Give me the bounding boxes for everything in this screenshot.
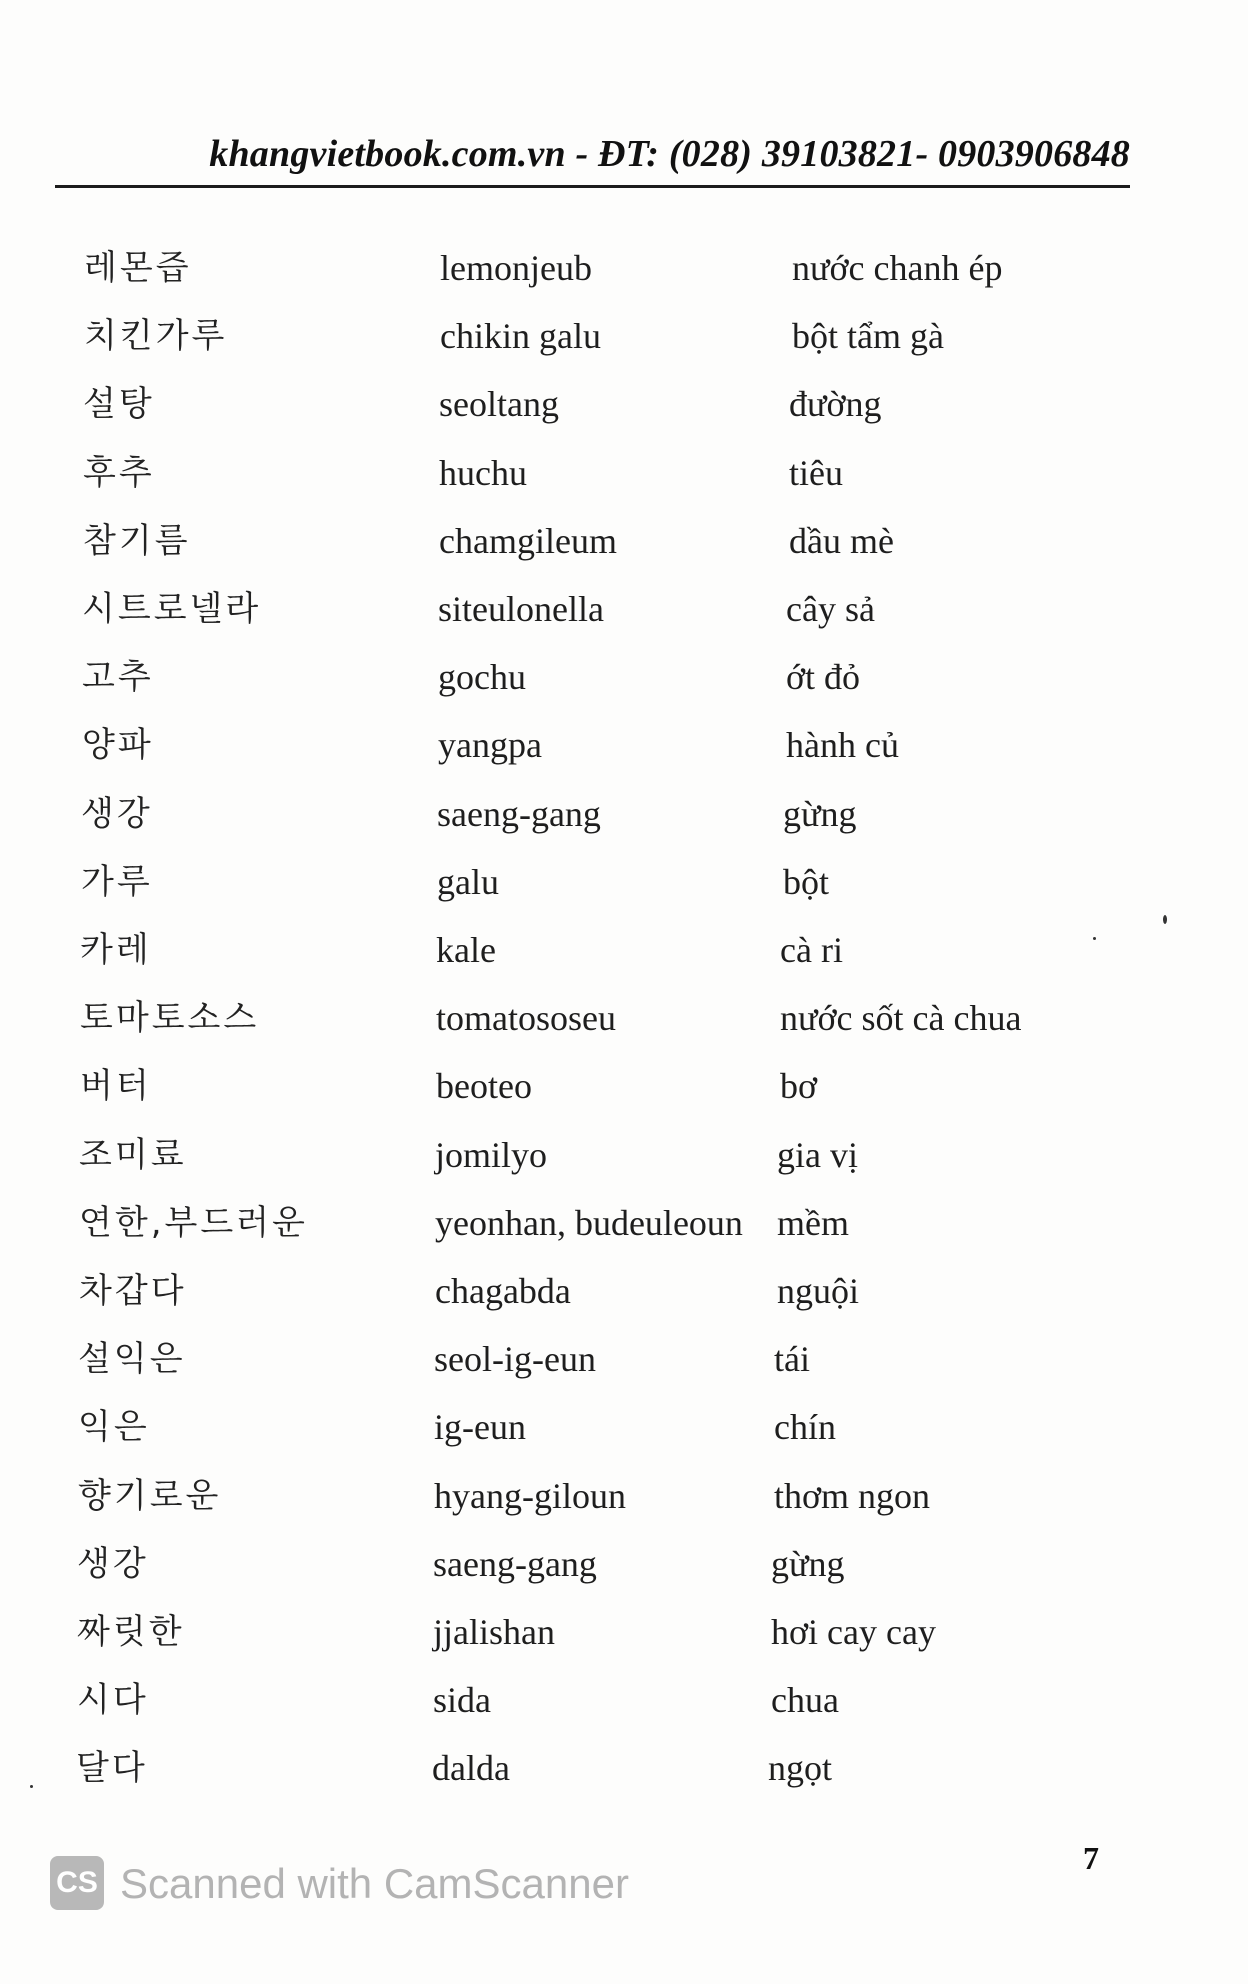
- vietnamese-meaning: gừng: [783, 793, 857, 834]
- korean-term: 버터: [80, 1066, 152, 1107]
- vocabulary-row: [0, 988, 1248, 1048]
- vietnamese-meaning: bột: [783, 861, 830, 902]
- romanization: dalda: [432, 1748, 510, 1789]
- korean-term: 향기로운: [78, 1475, 222, 1516]
- scan-speck: [1163, 915, 1167, 924]
- vocabulary-row: [0, 1602, 1248, 1662]
- vocabulary-row: [0, 1125, 1248, 1185]
- romanization: hyang-giloun: [434, 1475, 626, 1516]
- romanization: huchu: [439, 452, 527, 493]
- vocabulary-row: [0, 784, 1248, 844]
- korean-term: 후추: [83, 452, 155, 493]
- vocabulary-row: [0, 1193, 1248, 1253]
- vocabulary-row: [0, 579, 1248, 639]
- korean-term: 익은: [78, 1407, 150, 1448]
- vocabulary-row: [0, 511, 1248, 571]
- korean-term: 고추: [82, 657, 154, 698]
- romanization: jjalishan: [433, 1612, 555, 1652]
- vietnamese-meaning: hành củ: [786, 725, 899, 766]
- korean-term: 짜릿한: [77, 1612, 185, 1652]
- vocabulary-row: [0, 1534, 1248, 1594]
- vietnamese-meaning: tiêu: [789, 452, 843, 493]
- romanization: seol-ig-eun: [434, 1339, 596, 1380]
- romanization: siteulonella: [438, 589, 604, 629]
- vocabulary-row: [0, 1261, 1248, 1321]
- vocabulary-row: [0, 1397, 1248, 1457]
- vietnamese-meaning: gừng: [771, 1543, 845, 1584]
- vocabulary-row: [0, 1329, 1248, 1389]
- korean-term: 연한,부드러운: [79, 1202, 308, 1243]
- vocabulary-row: [0, 306, 1248, 366]
- romanization: saeng-gang: [437, 793, 601, 834]
- vietnamese-meaning: ngọt: [768, 1748, 833, 1789]
- romanization: yangpa: [438, 725, 542, 766]
- korean-term: 카레: [80, 930, 152, 970]
- korean-term: 시다: [77, 1680, 149, 1721]
- korean-term: 설탕: [83, 384, 155, 425]
- korean-term: 시트로넬라: [82, 589, 262, 629]
- romanization: chikin galu: [440, 316, 601, 357]
- vietnamese-meaning: nước chanh ép: [792, 248, 1003, 288]
- romanization: galu: [437, 861, 499, 902]
- korean-term: 토마토소스: [80, 998, 260, 1039]
- header-contact-text: khangvietbook.com.vn - ĐT: (028) 39103821- 0903906848: [209, 133, 1130, 175]
- romanization: jomilyo: [435, 1134, 548, 1175]
- header-rule: [55, 185, 1130, 188]
- romanization: seoltang: [439, 384, 559, 425]
- korean-term: 달다: [76, 1748, 148, 1789]
- vietnamese-meaning: cà ri: [780, 930, 843, 970]
- vocabulary-row: [0, 647, 1248, 707]
- camscanner-logo-icon: CS: [50, 1856, 104, 1910]
- vietnamese-meaning: đường: [789, 384, 882, 425]
- romanization: ig-eun: [434, 1407, 526, 1448]
- vocabulary-row: [0, 920, 1248, 980]
- korean-term: 양파: [82, 725, 154, 766]
- vietnamese-meaning: cây sả: [786, 589, 875, 629]
- vocabulary-row: [0, 715, 1248, 775]
- romanization: saeng-gang: [433, 1543, 597, 1584]
- romanization: tomatososeu: [436, 998, 616, 1039]
- page-header: [55, 132, 1130, 192]
- korean-term: 설익은: [78, 1339, 186, 1380]
- vocabulary-row: [0, 443, 1248, 503]
- korean-term: 치킨가루: [84, 316, 228, 357]
- vocabulary-row: [0, 852, 1248, 912]
- romanization: kale: [436, 930, 496, 970]
- vietnamese-meaning: nước sốt cà chua: [780, 998, 1022, 1039]
- romanization: lemonjeub: [440, 248, 592, 288]
- vocabulary-row: [0, 1466, 1248, 1526]
- vietnamese-meaning: hơi cay cay: [771, 1612, 936, 1652]
- vocabulary-row: [0, 238, 1248, 298]
- vocabulary-row: [0, 1738, 1248, 1798]
- korean-term: 차갑다: [79, 1271, 187, 1311]
- korean-term: 가루: [81, 861, 153, 902]
- vietnamese-meaning: dầu mè: [789, 520, 894, 561]
- vietnamese-meaning: chín: [774, 1407, 836, 1448]
- watermark-text: Scanned with CamScanner: [120, 1860, 629, 1907]
- romanization: chagabda: [435, 1271, 571, 1311]
- korean-term: 참기름: [83, 520, 191, 561]
- romanization: yeonhan, budeuleoun: [435, 1202, 743, 1243]
- vietnamese-meaning: mềm: [777, 1202, 849, 1243]
- vietnamese-meaning: bơ: [780, 1066, 818, 1107]
- romanization: gochu: [438, 657, 526, 698]
- page-number: 7: [1083, 1840, 1099, 1876]
- vietnamese-meaning: nguội: [777, 1271, 860, 1311]
- vietnamese-meaning: chua: [771, 1680, 839, 1721]
- vocabulary-row: [0, 374, 1248, 434]
- vocabulary-row: [0, 1670, 1248, 1730]
- korean-term: 생강: [77, 1543, 149, 1584]
- scan-speck: [1093, 937, 1096, 940]
- scan-speck: [30, 1785, 33, 1788]
- vietnamese-meaning: gia vị: [777, 1134, 858, 1175]
- vietnamese-meaning: thơm ngon: [774, 1475, 931, 1516]
- vietnamese-meaning: tái: [774, 1339, 810, 1380]
- korean-term: 레몬즙: [84, 248, 192, 288]
- vietnamese-meaning: bột tẩm gà: [792, 316, 944, 357]
- vietnamese-meaning: ớt đỏ: [786, 657, 861, 698]
- romanization: sida: [433, 1680, 491, 1721]
- korean-term: 생강: [81, 793, 153, 834]
- vocabulary-row: [0, 1056, 1248, 1116]
- korean-term: 조미료: [79, 1134, 187, 1175]
- romanization: chamgileum: [439, 520, 617, 561]
- romanization: beoteo: [436, 1066, 532, 1107]
